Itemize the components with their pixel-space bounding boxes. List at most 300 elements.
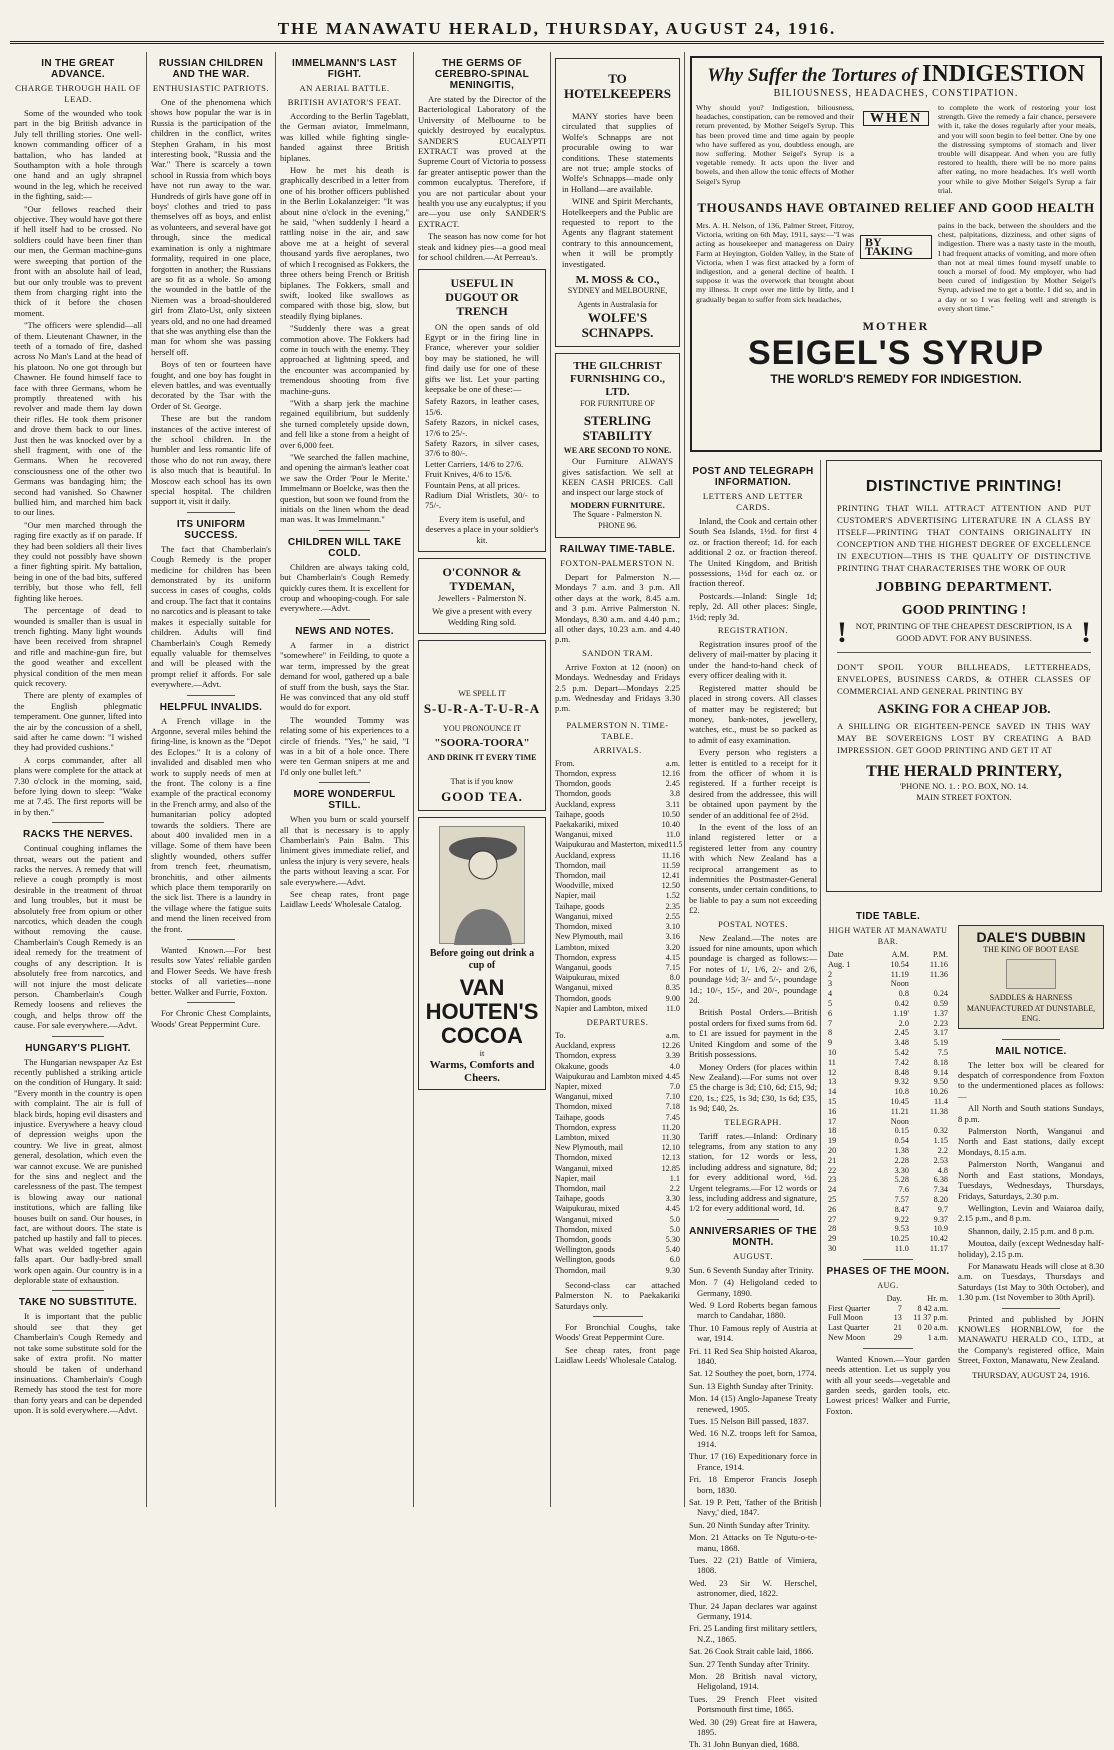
station-cell: Okakune, goods bbox=[555, 1061, 609, 1071]
when-box: WHEN bbox=[860, 103, 932, 195]
station-cell: Taihape, goods bbox=[555, 809, 605, 819]
advert-paragraph: MANY stories have been circulated that supplies of Wolfe's Schnapps are not procurable owing to war conditions. These statements are not true; ample stocks of Wolfe's Schnapps—made only in Holland—are available. bbox=[562, 111, 673, 194]
divider bbox=[187, 695, 235, 696]
table-cell: 19 bbox=[828, 1136, 837, 1146]
anniversary-item: Mon. 28 British naval victory, Heligoland, 1914. bbox=[689, 1671, 817, 1692]
section-subheading: HIGH WATER AT MANAWATU BAR. bbox=[828, 926, 948, 946]
table-row bbox=[826, 1126, 950, 1136]
anniversary-item: Sat. 19 P. Pett, 'father of the British Navy,' died, 1847. bbox=[689, 1496, 817, 1518]
table-cell: 26 bbox=[828, 1204, 837, 1214]
article-heading: RUSSIAN CHILDREN AND THE WAR. bbox=[158, 58, 264, 80]
lady-illustration bbox=[439, 826, 525, 944]
table-row bbox=[555, 902, 680, 912]
table-row bbox=[555, 1194, 680, 1204]
advert-headline: JOBBING DEPARTMENT. bbox=[875, 580, 1053, 595]
column-2 bbox=[151, 52, 271, 1507]
advert-paragraph: WINE and Spirit Merchants, Hotelkeepers and the Public are requested to report to the Agents any flagrant statement contrary to this announcement, when it will be promptly investigated. bbox=[562, 196, 673, 269]
table-cell: 10.54 bbox=[890, 959, 909, 969]
section-heading: POST AND TELEGRAPH INFORMATION. bbox=[692, 466, 814, 488]
station-cell: Thorndon, mixed bbox=[555, 1224, 612, 1234]
table-cell: 7.34 bbox=[933, 1185, 948, 1195]
column-rule bbox=[275, 52, 276, 1507]
time-cell: 11.30 bbox=[661, 1132, 680, 1142]
station-cell: Thorndon, goods bbox=[555, 779, 611, 789]
column-rule bbox=[684, 52, 685, 1507]
anniversary-item: Wed. 9 Lord Roberts began famous march to Candahar, 1880. bbox=[689, 1300, 817, 1321]
table-cell: 0.24 bbox=[933, 989, 948, 999]
section-heading: TIDE TABLE. bbox=[855, 911, 921, 922]
table-cell: First Quarter bbox=[828, 1303, 871, 1313]
table-cell: 18 bbox=[828, 1126, 837, 1136]
advert-paragraph: We give a present with every Wedding Ring sold. bbox=[432, 606, 532, 627]
table-row bbox=[555, 1143, 680, 1153]
table-row bbox=[826, 1175, 950, 1185]
article-heading: MORE WONDERFUL STILL. bbox=[293, 789, 396, 812]
advert-heading: COCOA bbox=[441, 1023, 523, 1049]
article-paragraph: A French village in the Argonne, several miles behind the firing-line, is known as the "Depot des Eclopes." It is a colony of invalided and disabled men who work to supply needs of men at the front. The colony is a fine example of the practical economy in the French army, and also of the humanitarian policy adopted towards the soldiers. There are about 400 invalided men in a village. Some of them have been slightly wounded, others suffer from trench feet, rheumatism, bronchitis, and other ailments which place them temporarily on the sick list. There is a laundry in the village where the fatigue suits and mend the linen received from the front. bbox=[151, 715, 271, 934]
table-cell: 9.7 bbox=[937, 1204, 948, 1214]
divider bbox=[727, 1219, 778, 1220]
time-cell: 3.39 bbox=[665, 1051, 680, 1061]
column-6 bbox=[689, 460, 817, 1750]
railway-heading: RAILWAY TIME-TABLE. bbox=[559, 543, 676, 555]
table-row bbox=[555, 994, 680, 1004]
section-subheading: REGISTRATION. bbox=[717, 625, 789, 636]
table-row bbox=[826, 1156, 950, 1166]
seigels-syrup-advert bbox=[690, 56, 1102, 452]
divider bbox=[863, 1348, 913, 1349]
station-cell: Thorndon, mail bbox=[555, 1183, 606, 1193]
divider bbox=[863, 1259, 913, 1260]
advert-text: MAIN STREET FOXTON. bbox=[916, 792, 1012, 802]
time-cell: 5.0 bbox=[669, 1214, 680, 1224]
table-header: Date A.M. P.M. bbox=[828, 950, 948, 959]
table-row bbox=[555, 810, 680, 820]
table-cell: 30 bbox=[828, 1243, 837, 1253]
table-row bbox=[555, 891, 680, 901]
notice-paragraph: All North and South stations Sundays, 8 p.m. bbox=[958, 1103, 1104, 1124]
table-cell: 0.54 bbox=[894, 1136, 909, 1146]
station-cell: Wanganui, mixed bbox=[555, 911, 613, 921]
station-cell: Napier, mixed bbox=[555, 1081, 602, 1091]
suratura-tea-advert bbox=[418, 640, 546, 811]
divider bbox=[1002, 1308, 1060, 1309]
departures-table bbox=[555, 1041, 680, 1276]
tide-table bbox=[826, 950, 950, 1254]
article-paragraph: Boys of ten or fourteen have fought, and one boy has fought in eleven battles, and was eventually decorated by the Tsar with the Order of St. George. bbox=[151, 359, 271, 411]
info-paragraph: Money Orders (for places within New Zealand).—For sums not over £5 the charge is 3d; £10, 6d; £15, 9d; £20, 1s.; £25, 1s 3d; £30, 1s 6d; £35, 1s 9d; £40, 2s. bbox=[689, 1061, 817, 1114]
table-cell: 0.59 bbox=[933, 998, 948, 1008]
advert-paragraph: Wanted Known.—Your garden needs attention. Let us supply you with all your seeds—vegetable and garden seeds, garden tools, etc. Lowest prices! Walker and Furrie, Foxton. bbox=[826, 1353, 950, 1416]
time-cell: 12.41 bbox=[661, 871, 680, 881]
article-heading: IN THE GREAT ADVANCE. bbox=[41, 58, 115, 80]
station-cell: Auckland, express bbox=[555, 1041, 616, 1051]
table-row bbox=[826, 1087, 950, 1097]
table-cell: 29 bbox=[893, 1332, 902, 1342]
table-row bbox=[826, 1195, 950, 1205]
advert-heading: M. MOSS & CO., bbox=[575, 274, 660, 287]
table-cell: 7.6 bbox=[898, 1185, 909, 1195]
advert-text: MANUFACTURED AT DUNSTABLE, ENG. bbox=[966, 1003, 1096, 1024]
advert-paragraph: A SHILLING OR EIGHTEEN-PENCE SAVED IN THIS WAY MAY BE SOVEREIGNS LOST BY CREATING A BAD IMPRESSION. GET GOOD PRINTING AND GET IT AT bbox=[837, 721, 1091, 755]
railway-subheading: SANDON TRAM. bbox=[582, 647, 653, 658]
table-row bbox=[555, 1082, 680, 1092]
table-cell: 7 bbox=[828, 1018, 833, 1028]
table-cell: Full Moon bbox=[828, 1313, 863, 1323]
time-cell: 2.2 bbox=[669, 1183, 680, 1193]
anniversaries-list bbox=[689, 1265, 817, 1750]
table-cell: 11.16 bbox=[929, 959, 948, 969]
station-cell: Paekakariki, mixed bbox=[555, 820, 619, 830]
time-cell: 2.45 bbox=[665, 779, 680, 789]
table-cell: 4.8 bbox=[937, 1165, 948, 1175]
article-paragraph: When you burn or scald yourself all that is necessary is to apply Chamberlain's Pain Balm. This liniment gives immediate relief, and unless the injury is very severe, heals the parts without leaving a scar. For sale everywhere.—Advt. bbox=[280, 814, 409, 887]
table-cell: 5 bbox=[828, 998, 833, 1008]
table-row bbox=[555, 1062, 680, 1072]
table-row bbox=[826, 1009, 950, 1019]
divider bbox=[593, 1316, 643, 1317]
table-cell: 3.48 bbox=[894, 1038, 909, 1048]
table-cell: 1 a.m. bbox=[927, 1332, 948, 1342]
section-subheading: LETTERS AND LETTER CARDS. bbox=[702, 491, 804, 512]
table-row bbox=[555, 881, 680, 891]
article-paragraph: One of the phenomena which shows how popular the war is in Russia is the participation of the children in the conflict, writes Stephen Graham, in his most interesting book, "Russia and the War." There is scarcely a town school in Russia from which boys have not run away to the war. Hundreds of girls have gone off in boys' clothes and tried to pass themselves off as boys, and enlist as volunteers, and several have got through, since the medical examination is only a nightmare formality, required in one place, forgotten in another; the Russians are so fit as a whole. So among the wounded in the battle of the Niemen was a broad-shouldered girl from Zlato-Ust, only sixteen years old, and no one had dreamed that she was anything else than the man for whom she was passing herself off. bbox=[151, 97, 271, 357]
table-header: Day. Hr. m. bbox=[886, 1293, 948, 1303]
table-cell: 7.57 bbox=[894, 1194, 909, 1204]
station-cell: Wanganui, mixed bbox=[555, 1163, 613, 1173]
railway-paragraph: Depart for Palmerston N.—Mondays 7 a.m. and 3 p.m. All other days at the work, 8.45 a.m. and 3 p.m. Arrive Palmerston N. Mondays, 8.30 a.m. and 4.40 p.m.; all other days, 10.23 a.m. and 4.40 p.m. bbox=[555, 571, 680, 645]
advert-heading: S-U-R-A-T-U-R-A bbox=[423, 700, 541, 716]
table-row bbox=[826, 999, 950, 1009]
table-cell: 0.8 bbox=[898, 989, 909, 999]
table-cell: 9.37 bbox=[933, 1214, 948, 1224]
tin-image bbox=[1006, 959, 1056, 989]
advert-paragraph: For Bronchial Coughs, take Woods' Great Peppermint Cure. bbox=[555, 1322, 680, 1343]
table-row bbox=[826, 1166, 950, 1176]
section-subheading: TELEGRAPH. bbox=[724, 1116, 782, 1127]
table-cell: 25 bbox=[828, 1194, 837, 1204]
table-row bbox=[555, 789, 680, 799]
table-cell: 1.19' bbox=[893, 1008, 909, 1018]
table-cell: 9.53 bbox=[894, 1224, 909, 1234]
table-cell bbox=[911, 1117, 950, 1127]
advert-heading: O'CONNOR & TYDEMAN, bbox=[442, 565, 522, 594]
time-cell: 11.5 bbox=[668, 840, 683, 850]
table-row bbox=[555, 1255, 680, 1265]
table-row bbox=[826, 1117, 950, 1127]
article-paragraph: Some of the wounded who took part in the big British advance in July tell thrilling stories. One well-known commanding officer of a battalion, who has landed at Southampton with a hole through one hand and an ugly shrapnel wound in the leg, which he received in the fighting, said:— bbox=[14, 108, 142, 202]
station-cell: Woodville, mixed bbox=[555, 881, 614, 891]
article-paragraph: The fact that Chamberlain's Cough Remedy is the proper medicine for children has been demonstrated by its uniform success in cases of coughs, colds and croup. The fact that it contains no narcotics and is pleasant to take makes it especially suitable for children. Adults will find Chamberlain's Cough Remedy equally valuable for themselves and will be pleased with the prompt relief it affords. For sale everywhere.—Advt. bbox=[151, 543, 271, 690]
table-cell: 8 bbox=[828, 1028, 833, 1038]
table-cell: 3.30 bbox=[894, 1165, 909, 1175]
station-cell: Auckland, express bbox=[555, 799, 616, 809]
advert-heading: USEFUL IN DUGOUT OR TRENCH bbox=[445, 275, 519, 318]
table-row bbox=[555, 1225, 680, 1235]
time-cell: 3.20 bbox=[665, 942, 680, 952]
table-row bbox=[826, 1097, 950, 1107]
time-cell: 7.45 bbox=[665, 1112, 680, 1122]
article-paragraph: "The officers were splendid—all of them. Lieutenant Chawner, in the teeth of a tornado of fire, dashed across No Man's Land at the head of his platoon. No one got through but Chawner. He found himself face to face with three Germans, whom he promptly threatened with his revolver and made them lay down their rifles. He took them prisoner and drove them back to our lines. Just then he was knocked over by a shell fragment, with one of the Germans. When he recovered consciousness one of the other two Germans was bandaging him; the second had vanished. So Chawner bullied him, and marched him back to our lines. bbox=[14, 320, 142, 518]
dales-logo: DALE'S DUBBIN bbox=[976, 929, 1086, 945]
table-row bbox=[555, 1215, 680, 1225]
table-cell: 11 bbox=[828, 1057, 836, 1067]
imprint-date: THURSDAY, AUGUST 24, 1916. bbox=[972, 1369, 1090, 1380]
table-cell: 0.32 bbox=[933, 1126, 948, 1136]
anniversary-item: Sun. 6 Seventh Sunday after Trinity. bbox=[689, 1264, 814, 1275]
station-cell: Thorndon, mail bbox=[555, 871, 606, 881]
anniversary-item: Wed. 16 N.Z. troops left for Samoa, 1914. bbox=[689, 1428, 817, 1449]
time-cell: 7.0 bbox=[669, 1081, 680, 1091]
article-paragraph: "Our fellows reached their objective. They would have got there if hell itself had to be crossed. No soldiers could have been finer than our men, the German machine-guns were sweeping that portion of the front with an absolute hail of lead, but our only trouble was to prevent them from charging right into the thick of it before the chosen moment. bbox=[14, 203, 142, 318]
table-row bbox=[826, 1313, 950, 1323]
anniversary-item: Sun. 20 Ninth Sunday after Trinity. bbox=[689, 1519, 810, 1530]
info-paragraph: Inland, the Cook and certain other South Sea Islands, 1½d. for first 4 oz. or fraction thereof; 1d. for each additional 2 oz. or fraction thereof. The United Kingdom, and British possessions, 1½d for each oz. or fraction thereof. bbox=[689, 516, 817, 589]
anniversary-item: Sat. 26 Cook Strait cable laid, 1866. bbox=[689, 1646, 814, 1657]
table-row bbox=[555, 953, 680, 963]
table-row bbox=[826, 1058, 950, 1068]
station-cell: Napier and Lambton, mixed bbox=[555, 1003, 648, 1013]
divider bbox=[52, 1290, 103, 1291]
table-cell: 16 bbox=[828, 1106, 837, 1116]
table-cell: 2.23 bbox=[933, 1018, 948, 1028]
article-paragraph: "With a sharp jerk the machine regained equilibrium, but suddenly she turned completely upside down, and fell like a stone from a height of over 6,000 feet. bbox=[280, 397, 409, 450]
table-row bbox=[826, 1215, 950, 1225]
advert-heading: VAN HOUTEN'S bbox=[425, 975, 539, 1025]
station-cell: Napier, mail bbox=[555, 891, 596, 901]
herald-printing-advert bbox=[826, 460, 1102, 892]
table-row bbox=[826, 1205, 950, 1215]
article-paragraph: According to the Berlin Tageblatt, the German aviator, Immelmann, was killed while fighting single-handed against three British biplanes. bbox=[280, 111, 409, 163]
list-item: Fountain Pens, at all prices. bbox=[425, 479, 520, 490]
table-row bbox=[826, 989, 950, 999]
timetable-subheading: ARRIVALS. bbox=[593, 744, 642, 755]
table-row bbox=[555, 1184, 680, 1194]
section-subheading: POSTAL NOTES. bbox=[718, 918, 788, 929]
hotelkeepers-advert bbox=[555, 58, 680, 347]
station-cell: Taihape, goods bbox=[555, 1112, 605, 1122]
table-cell: 27 bbox=[828, 1214, 837, 1224]
article-paragraph: A corps commander, after all plans were complete for the attack at 7.30 o'clock in the morning, said, before lying down to sleep: "Wake me at 7.45. The first reports will be in by then." bbox=[14, 754, 142, 817]
table-row bbox=[555, 932, 680, 942]
article-heading: TAKE NO SUBSTITUTE. bbox=[18, 1297, 138, 1309]
time-cell: 3.10 bbox=[665, 922, 680, 932]
station-cell: Waipukurau, mixed bbox=[555, 973, 620, 983]
advert-paragraph: For Chronic Chest Complaints, Woods' Great Peppermint Cure. bbox=[151, 1008, 271, 1029]
table-cell: 1.37 bbox=[933, 1008, 948, 1018]
advert-paragraph: Our Furniture ALWAYS gives satisfaction. We sell at KEEN CASH PRICES. Call and inspect our large stock of bbox=[562, 456, 673, 498]
column-rule bbox=[146, 52, 147, 1507]
masthead: THE MANAWATU HERALD, THURSDAY, AUGUST 24, 1916. bbox=[10, 14, 1104, 44]
table-row bbox=[555, 830, 680, 840]
divider bbox=[187, 512, 235, 513]
station-cell: Thorndon, goods bbox=[555, 789, 611, 799]
table-row bbox=[555, 1092, 680, 1102]
article-paragraph: Children are always taking cold, but Chamberlain's Cough Remedy quickly cures them. It is excellent for croup and whooping-cough. For sale everywhere.—Advt. bbox=[280, 561, 409, 614]
station-cell: Thorndon, mixed bbox=[555, 922, 612, 932]
article-subheading: BRITISH AVIATOR'S FEAT. bbox=[287, 97, 402, 107]
table-cell: 11.4 bbox=[933, 1096, 948, 1106]
table-cell: 0.15 bbox=[894, 1126, 909, 1136]
table-cell: 8.18 bbox=[933, 1057, 948, 1067]
divider bbox=[187, 939, 235, 940]
article-paragraph: The wounded Tommy was relating some of his experiences to a circle of friends. "Yes," he said, "I was in a bit of a hole once. There were ten German snipers at me and I'd only one bullet left." bbox=[280, 714, 409, 777]
table-cell: 2.53 bbox=[933, 1155, 948, 1165]
table-cell: 2.28 bbox=[894, 1155, 909, 1165]
advert-paragraph: Why should you? Indigestion, biliousness, headaches, constipation, can be removed and their return prevented, by Mother Seigel's Syrup. This has been proved time and time again by people who have suffered as you, doubtless enough, are now suffering. Mother Seigel's Syrup is a vegetable remedy. It acts upon the liver and bowels, and then allow the tonic effects of Mother Seigel's Syrup bbox=[696, 103, 854, 186]
station-cell: Thorndon, express bbox=[555, 952, 616, 962]
table-cell: 7 bbox=[897, 1303, 902, 1313]
table-row bbox=[826, 1333, 950, 1343]
advert-subheadline: BILIOUSNESS, HEADACHES, CONSTIPATION. bbox=[773, 88, 1019, 99]
article-heading: THE GERMS OF CEREBRO-SPINAL MENINGITIS, bbox=[434, 58, 530, 91]
list-item: Safety Razors, in leather cases, 15/6. bbox=[425, 396, 539, 417]
article-paragraph: Continual coughing inflames the throat, wears out the patient and racks the nerves. A remedy that will relieve a cough promptly is most desirable in the treatment of throat and lung troubles, but it must be absolutely free from opium or other narcotics, which deaden the cough without removing the cause. Chamberlain's Cough Remedy is an ideal remedy for the treatment of coughs of any description. It is absolutely free from narcotics, and will not injure the most delicate person. Chamberlain's Cough Remedy loosens and relieves the cough, and helps throw off the cause. For sale everywhere.—Advt. bbox=[14, 843, 142, 1031]
station-cell: Thorndon, express bbox=[555, 1122, 616, 1132]
column-rule bbox=[820, 460, 821, 1507]
time-cell: 11.20 bbox=[661, 1122, 680, 1132]
table-row bbox=[826, 1077, 950, 1087]
table-cell: 8.48 bbox=[894, 1067, 909, 1077]
moon-phases-table bbox=[826, 1294, 950, 1343]
time-cell: 2.55 bbox=[665, 911, 680, 921]
table-cell: 10.8 bbox=[894, 1087, 909, 1097]
advert-text: it bbox=[479, 1048, 485, 1059]
table-cell: 11.36 bbox=[929, 969, 948, 979]
info-paragraph: Registered matter should be placed in strong covers. All classes of matter may be registered; but money, bank-notes, jewellery, watches, etc., must be so packed as to admit of easy examination. bbox=[689, 682, 817, 745]
table-cell: 15 bbox=[828, 1096, 837, 1106]
table-cell: 2.45 bbox=[894, 1028, 909, 1038]
time-cell: 10.40 bbox=[661, 820, 680, 830]
table-cell: Noon bbox=[890, 1116, 909, 1126]
article-paragraph: "We searched the fallen machine, and opening the airman's leather coat we saw the Order 'Pour le Merite.' Immelmann or Boelcke, was then the question, but soon we found from the initials on the linen whom the dead man was. It was Immelmann." bbox=[280, 452, 409, 525]
time-cell: 12.16 bbox=[661, 769, 680, 779]
section-heading: PHASES OF THE MOON. bbox=[826, 1265, 950, 1277]
table-cell: 17 bbox=[828, 1116, 837, 1126]
advert-heading: THE GILCHRIST FURNISHING CO., LTD. bbox=[569, 360, 666, 399]
anniversary-item: Sun. 27 Tenth Sunday after Trinity. bbox=[689, 1658, 810, 1669]
advert-text: WE ARE SECOND TO NONE. bbox=[563, 445, 672, 455]
tide-table-section bbox=[826, 905, 950, 1505]
anniversary-item: Tues. 29 French Fleet visited Portsmouth first time, 1865. bbox=[689, 1693, 817, 1715]
station-cell: Taihape, goods bbox=[555, 901, 605, 911]
table-cell: 28 bbox=[828, 1224, 837, 1234]
table-row bbox=[826, 970, 950, 980]
table-cell: 10.26 bbox=[929, 1087, 948, 1097]
time-cell: 7.18 bbox=[665, 1102, 680, 1112]
table-cell: 5.42 bbox=[894, 1047, 909, 1057]
divider bbox=[319, 530, 371, 531]
table-row bbox=[555, 800, 680, 810]
advert-text: MODERN FURNITURE. bbox=[570, 499, 665, 510]
time-cell: 10.50 bbox=[661, 809, 680, 819]
table-row bbox=[555, 851, 680, 861]
table-cell: 2.2 bbox=[937, 1145, 948, 1155]
advert-text: 'PHONE NO. 1. : P.O. BOX, NO. 14. bbox=[899, 781, 1029, 791]
table-cell: 13 bbox=[828, 1077, 837, 1087]
article-heading: HELPFUL INVALIDS. bbox=[159, 701, 263, 713]
anniversary-item: Thur. 24 Japan declares war against Germany, 1914. bbox=[689, 1600, 817, 1621]
table-cell: 7.42 bbox=[894, 1057, 909, 1067]
advert-text: THE KING OF BOOT EASE bbox=[983, 945, 1079, 954]
column-rule bbox=[413, 52, 414, 1507]
divider bbox=[319, 782, 371, 783]
table-cell: 12 bbox=[828, 1067, 837, 1077]
table-cell: Noon bbox=[890, 979, 909, 989]
station-cell: New Plymouth, mail bbox=[555, 1143, 623, 1153]
anniversary-item: Wed. 30 (29) Great fire at Hawera, 1895. bbox=[689, 1716, 817, 1738]
divider bbox=[837, 652, 1091, 653]
article-heading: IMMELMANN'S LAST FIGHT. bbox=[292, 58, 397, 80]
table-row bbox=[555, 1051, 680, 1061]
article-heading: NEWS AND NOTES. bbox=[295, 625, 394, 637]
article-paragraph: How he met his death is graphically described in a letter from one of his brother officers published in the Berlin Lokalanzeiger: "It was about nine o'clock in the evening," he said, "when suddenly I heard a rattling noise in the air, and saw above me at a height of several thousand yards five aeroplanes, two of which I recognised as Fokkers, the three others being French or British biplanes. The Fokkers, small and swift, looked like swallows as compared with those big, slow, but steadily flying biplanes. bbox=[280, 165, 409, 321]
advert-bang-row bbox=[837, 615, 1091, 649]
notice-paragraph: Shannon, daily, 2.15 p.m. and 8 p.m. bbox=[968, 1225, 1095, 1236]
advert-testimonial bbox=[696, 221, 1096, 313]
advert-paragraph: NOT, PRINTING OF THE CHEAPEST DESCRIPTION, IS A GOOD ADVT. FOR ANY BUSINESS. bbox=[855, 621, 1073, 643]
van-houtens-cocoa-advert bbox=[418, 817, 546, 1089]
testimonial-paragraph: pains in the back, between the shoulders and the chest, palpitations, dizziness, and other signs of indigestion. There was a nasty taste in the mouth, I had frequent attacks of vomiting, and more often than not at meal times found myself unable to touch a morsel of food. My employer, who had been cured of indigestion by Mother Seigel's Syrup, advised me to get a bottle. I did so, and in a day or so I was feeling well and strength is every short time." bbox=[938, 221, 1096, 313]
anniversary-item: Sun. 13 Eighth Sunday after Trinity. bbox=[689, 1380, 814, 1391]
table-cell: 9.14 bbox=[933, 1067, 948, 1077]
railway-paragraph: Arrive Foxton at 12 (noon) on Mondays. Wednesday and Fridays 2.5 p.m. Depart—Mondays 2.25 p.m. Wednesday and Fridays 3.30 p.m. bbox=[555, 661, 680, 714]
table-row bbox=[826, 1304, 950, 1314]
time-cell: 7.10 bbox=[665, 1092, 680, 1102]
info-paragraph: Registration insures proof of the delivery of mail-matter by placing it under the hand-to-hand check of every officer dealing with it. bbox=[689, 639, 817, 681]
time-cell: 11.16 bbox=[661, 850, 680, 860]
table-row bbox=[555, 1113, 680, 1123]
section-heading: ANNIVERSARIES OF THE MONTH. bbox=[689, 1225, 817, 1248]
anniversary-item: Fri. 11 Red Sea Ship hoisted Akaroa, 1840. bbox=[689, 1345, 817, 1367]
list-item: Safety Razors, in nickel cases, 17/6 to 25/-. bbox=[425, 417, 539, 438]
table-row bbox=[826, 979, 950, 989]
table-cell: 3 bbox=[828, 979, 833, 989]
time-cell: 5.40 bbox=[665, 1245, 680, 1255]
divider bbox=[319, 619, 371, 620]
article-heading: ITS UNIFORM SUCCESS. bbox=[176, 518, 246, 541]
table-cell: 22 bbox=[828, 1165, 837, 1175]
time-cell: 2.35 bbox=[665, 901, 680, 911]
time-cell: 12.26 bbox=[661, 1041, 680, 1051]
table-row bbox=[826, 1323, 950, 1333]
table-cell: Aug. 1 bbox=[828, 959, 851, 969]
exclamation-icon: ! bbox=[837, 615, 847, 649]
advert-heading: GOOD TEA. bbox=[441, 788, 523, 804]
column-5 bbox=[555, 52, 683, 1507]
table-row bbox=[555, 1004, 680, 1014]
table-cell: 11.19 bbox=[890, 969, 909, 979]
advert-paragraph: The season has now come for hot steak and kidney pies—a good meal for school children.—At Perreau's. bbox=[418, 231, 546, 263]
table-cell: 2 bbox=[828, 969, 833, 979]
article-heading: HUNGARY'S PLIGHT. bbox=[25, 1042, 131, 1054]
article-paragraph: "Our men marched through the raging fire exactly as if on parade. If they had been soldiers all their lives they could not possibly have shown a finer fighting spirit. My battalion, being in one of the bad bits, suffered terribly, but those who fell, fell fighting like heroes. bbox=[14, 519, 142, 603]
divider bbox=[187, 1002, 235, 1003]
table-cell: 5.19 bbox=[933, 1038, 948, 1048]
anniversary-item: Fri. 25 Landing first military settlers, N.Z., 1865. bbox=[689, 1623, 817, 1644]
table-cell: New Moon bbox=[828, 1332, 866, 1342]
advert-text: SYDNEY and MELBOURNE, bbox=[567, 285, 668, 295]
advert-heading: TO HOTELKEEPERS bbox=[564, 71, 671, 101]
table-row bbox=[826, 1146, 950, 1156]
station-cell: Wellington, goods bbox=[555, 1245, 615, 1255]
time-cell: 11.0 bbox=[665, 1003, 680, 1013]
exclamation-icon: ! bbox=[1081, 615, 1091, 649]
station-cell: Thorndon, mail bbox=[555, 1265, 606, 1275]
table-cell: 10.45 bbox=[890, 1096, 909, 1106]
station-cell: Thorndon, mail bbox=[555, 860, 606, 870]
article-subheading: ENTHUSIASTIC PATRIOTS. bbox=[152, 83, 270, 93]
